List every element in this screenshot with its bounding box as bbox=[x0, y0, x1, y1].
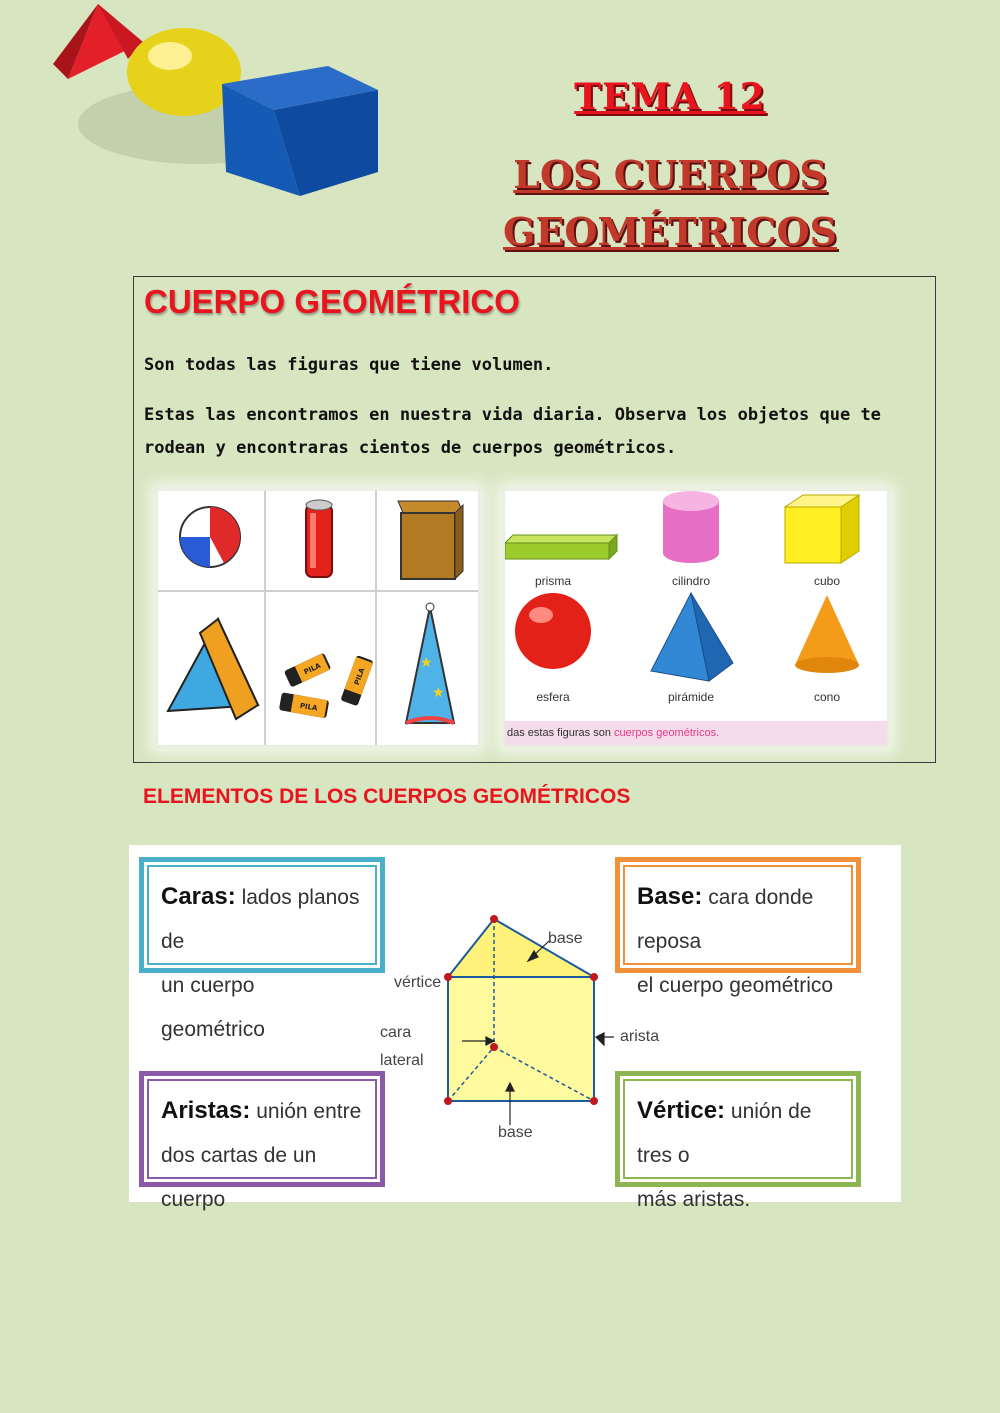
party-hat-icon bbox=[406, 603, 454, 723]
card-aristas bbox=[139, 1071, 385, 1211]
card-base bbox=[615, 857, 861, 997]
batteries-icon bbox=[279, 653, 374, 719]
box-icon bbox=[398, 501, 463, 579]
card-aristas-line-1 bbox=[161, 1089, 363, 1134]
card-vertice-def-1: unión de tres o bbox=[637, 1100, 812, 1167]
soda-can-icon bbox=[306, 500, 332, 577]
page-title bbox=[470, 146, 870, 260]
card-aristas-def-1: unión entre bbox=[256, 1100, 362, 1123]
card-base-line-1 bbox=[637, 875, 839, 964]
pyramid-icon bbox=[651, 593, 733, 681]
diagram-label-cara-1: cara bbox=[380, 1024, 412, 1041]
card-vertice-line-1 bbox=[637, 1089, 839, 1178]
solid-label-cilindro: cilindro bbox=[671, 574, 711, 588]
card-caras bbox=[139, 857, 385, 1041]
battery-label-3: PILA bbox=[299, 701, 318, 713]
tema-number: TEMA 12 bbox=[574, 76, 766, 118]
diagram-label-base-bottom: base bbox=[498, 1124, 533, 1141]
page-title-line-2: GEOMÉTRICOS bbox=[503, 209, 837, 254]
prism-diagram bbox=[374, 905, 614, 1145]
solid-label-piramide: pirámide bbox=[667, 690, 715, 704]
geometric-solids-image bbox=[505, 491, 887, 745]
diagram-label-base-top: base bbox=[548, 930, 583, 947]
card-base-def-2: el cuerpo geométrico bbox=[637, 974, 834, 997]
geometric-shapes-logo bbox=[48, 4, 388, 204]
beach-ball-icon bbox=[180, 507, 240, 567]
definition-paragraph-2-line-1: Estas las encontramos en nuestra vida diaria. Observa los objetos que te bbox=[144, 405, 881, 425]
definition-paragraph-1: Son todas las figuras que tiene volumen. bbox=[144, 355, 554, 375]
card-caras-def-2: un cuerpo geométrico bbox=[161, 974, 265, 1041]
battery-label-1: PILA bbox=[302, 661, 323, 677]
card-aristas-term: Aristas: bbox=[161, 1097, 251, 1124]
solids-caption bbox=[507, 727, 719, 739]
card-vertice-def-2: más aristas. bbox=[637, 1188, 751, 1211]
card-aristas-def-2: dos cartas de un cuerpo bbox=[161, 1144, 317, 1211]
prism-icon bbox=[505, 535, 617, 559]
svg-text:★: ★ bbox=[432, 685, 445, 701]
card-caras-line-1 bbox=[161, 875, 363, 964]
sphere-icon bbox=[515, 593, 591, 669]
elements-panel bbox=[129, 845, 901, 1211]
card-base-term: Base: bbox=[637, 883, 703, 910]
solid-label-cono: cono bbox=[813, 690, 841, 704]
battery-label-2: PILA bbox=[352, 666, 367, 687]
definition-paragraph-2-line-2: rodean y encontraras cientos de cuerpos geométricos. bbox=[144, 438, 677, 458]
everyday-objects-image bbox=[158, 491, 478, 745]
diagram-label-vertice: vértice bbox=[394, 974, 442, 991]
solid-label-cubo: cubo bbox=[813, 574, 841, 588]
page-title-line-1: LOS CUERPOS bbox=[513, 152, 827, 197]
cone-icon bbox=[795, 595, 859, 673]
card-vertice bbox=[615, 1071, 861, 1211]
card-vertice-term: Vértice: bbox=[637, 1097, 726, 1124]
definition-heading: CUERPO GEOMÉTRICO bbox=[144, 283, 520, 320]
title-block bbox=[470, 70, 870, 260]
elements-heading: ELEMENTOS DE LOS CUERPOS GEOMÉTRICOS bbox=[143, 785, 631, 808]
definition-box bbox=[133, 276, 936, 763]
card-base-def-1: cara donde reposa bbox=[637, 886, 814, 953]
cube-icon bbox=[785, 495, 859, 563]
solids-caption-highlight: cuerpos geométricos. bbox=[614, 727, 720, 739]
diagram-label-cara-2: lateral bbox=[380, 1052, 424, 1069]
solids-caption-prefix: das estas figuras son bbox=[507, 727, 615, 739]
diagram-label-arista: arista bbox=[620, 1028, 660, 1045]
card-caras-def-1: lados planos de bbox=[161, 886, 360, 953]
cylinder-icon bbox=[663, 491, 719, 563]
solid-label-esfera: esfera bbox=[536, 690, 570, 704]
solid-label-prisma: prisma bbox=[534, 574, 572, 588]
tent-icon bbox=[168, 619, 258, 719]
card-caras-term: Caras: bbox=[161, 883, 236, 910]
svg-text:★: ★ bbox=[420, 655, 433, 671]
